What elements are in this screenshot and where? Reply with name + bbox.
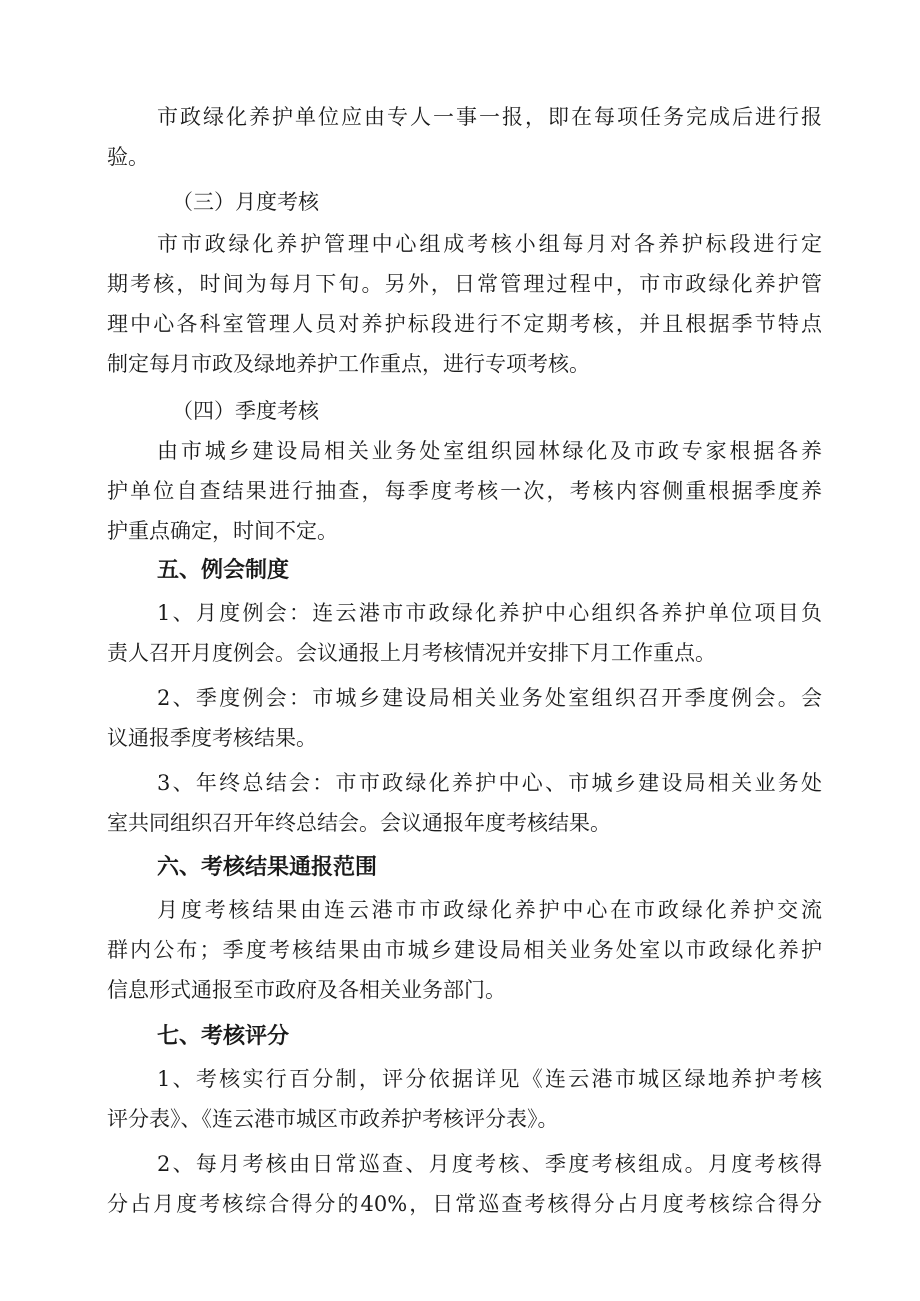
paragraph-quarterly-assessment bbox=[107, 431, 822, 551]
text-line: 群内公布；季度考核结果由市城乡建设局相关业务处室以市政绿化养护 bbox=[107, 938, 822, 962]
paragraph-quarterly-meeting bbox=[107, 678, 822, 758]
text-line: 护单位自查结果进行抽查，每季度考核一次，考核内容侧重根据季度养 bbox=[107, 479, 822, 503]
heading-result-reporting: 六、考核结果通报范围 bbox=[157, 855, 378, 880]
text-line: 由市城乡建设局相关业务处室组织园林绿化及市政专家根据各养 bbox=[157, 439, 822, 463]
subheading-monthly-assessment: （三）月度考核 bbox=[172, 190, 319, 214]
text-line: 市政绿化养护单位应由专人一事一报，即在每项任务完成后进行报 bbox=[157, 105, 822, 129]
text-line: 市市政绿化养护管理中心组成考核小组每月对各养护标段进行定 bbox=[157, 232, 822, 256]
paragraph-monthly-assessment bbox=[107, 224, 822, 384]
paragraph-monthly-meeting bbox=[107, 593, 822, 673]
paragraph-report-rule bbox=[107, 97, 822, 177]
text-line: 理中心各科室管理人员对养护标段进行不定期考核，并且根据季节特点 bbox=[107, 312, 822, 336]
text-line: 评分表》、《连云港市城区市政养护考核评分表》。 bbox=[107, 1107, 559, 1131]
subheading-quarterly-assessment: （四）季度考核 bbox=[172, 399, 319, 423]
text-line: 室共同组织召开年终总结会。会议通报年度考核结果。 bbox=[107, 811, 611, 835]
text-line: 责人召开月度例会。会议通报上月考核情况并安排下月工作重点。 bbox=[107, 641, 716, 665]
paragraph-scoring-basis bbox=[107, 1059, 822, 1139]
heading-scoring: 七、考核评分 bbox=[157, 1024, 290, 1049]
paragraph-result-reporting bbox=[107, 890, 822, 1010]
text-line: 护重点确定，时间不定。 bbox=[107, 519, 338, 543]
text-line: 2、季度例会：市城乡建设局相关业务处室组织召开季度例会。会 bbox=[157, 686, 822, 710]
text-line: 验。 bbox=[107, 145, 149, 169]
paragraph-scoring-composition bbox=[107, 1144, 822, 1224]
text-line: 议通报季度考核结果。 bbox=[107, 726, 317, 750]
text-line: 分占月度考核综合得分的40%，日常巡查考核得分占月度考核综合得分 bbox=[107, 1192, 822, 1216]
text-line: 1、月度例会：连云港市市政绿化养护中心组织各养护单位项目负 bbox=[157, 601, 822, 625]
text-line: 1、考核实行百分制，评分依据详见《连云港市城区绿地养护考核 bbox=[157, 1067, 822, 1091]
text-line: 2、每月考核由日常巡查、月度考核、季度考核组成。月度考核得 bbox=[157, 1152, 822, 1176]
paragraph-annual-meeting bbox=[107, 763, 822, 843]
text-line: 期考核，时间为每月下旬。另外，日常管理过程中，市市政绿化养护管 bbox=[107, 272, 822, 296]
text-line: 月度考核结果由连云港市市政绿化养护中心在市政绿化养护交流 bbox=[157, 898, 822, 922]
text-line: 信息形式通报至市政府及各相关业务部门。 bbox=[107, 978, 506, 1002]
heading-meeting-system: 五、例会制度 bbox=[157, 558, 290, 583]
text-line: 3、年终总结会：市市政绿化养护中心、市城乡建设局相关业务处 bbox=[157, 771, 822, 795]
text-line: 制定每月市政及绿地养护工作重点，进行专项考核。 bbox=[107, 352, 590, 376]
